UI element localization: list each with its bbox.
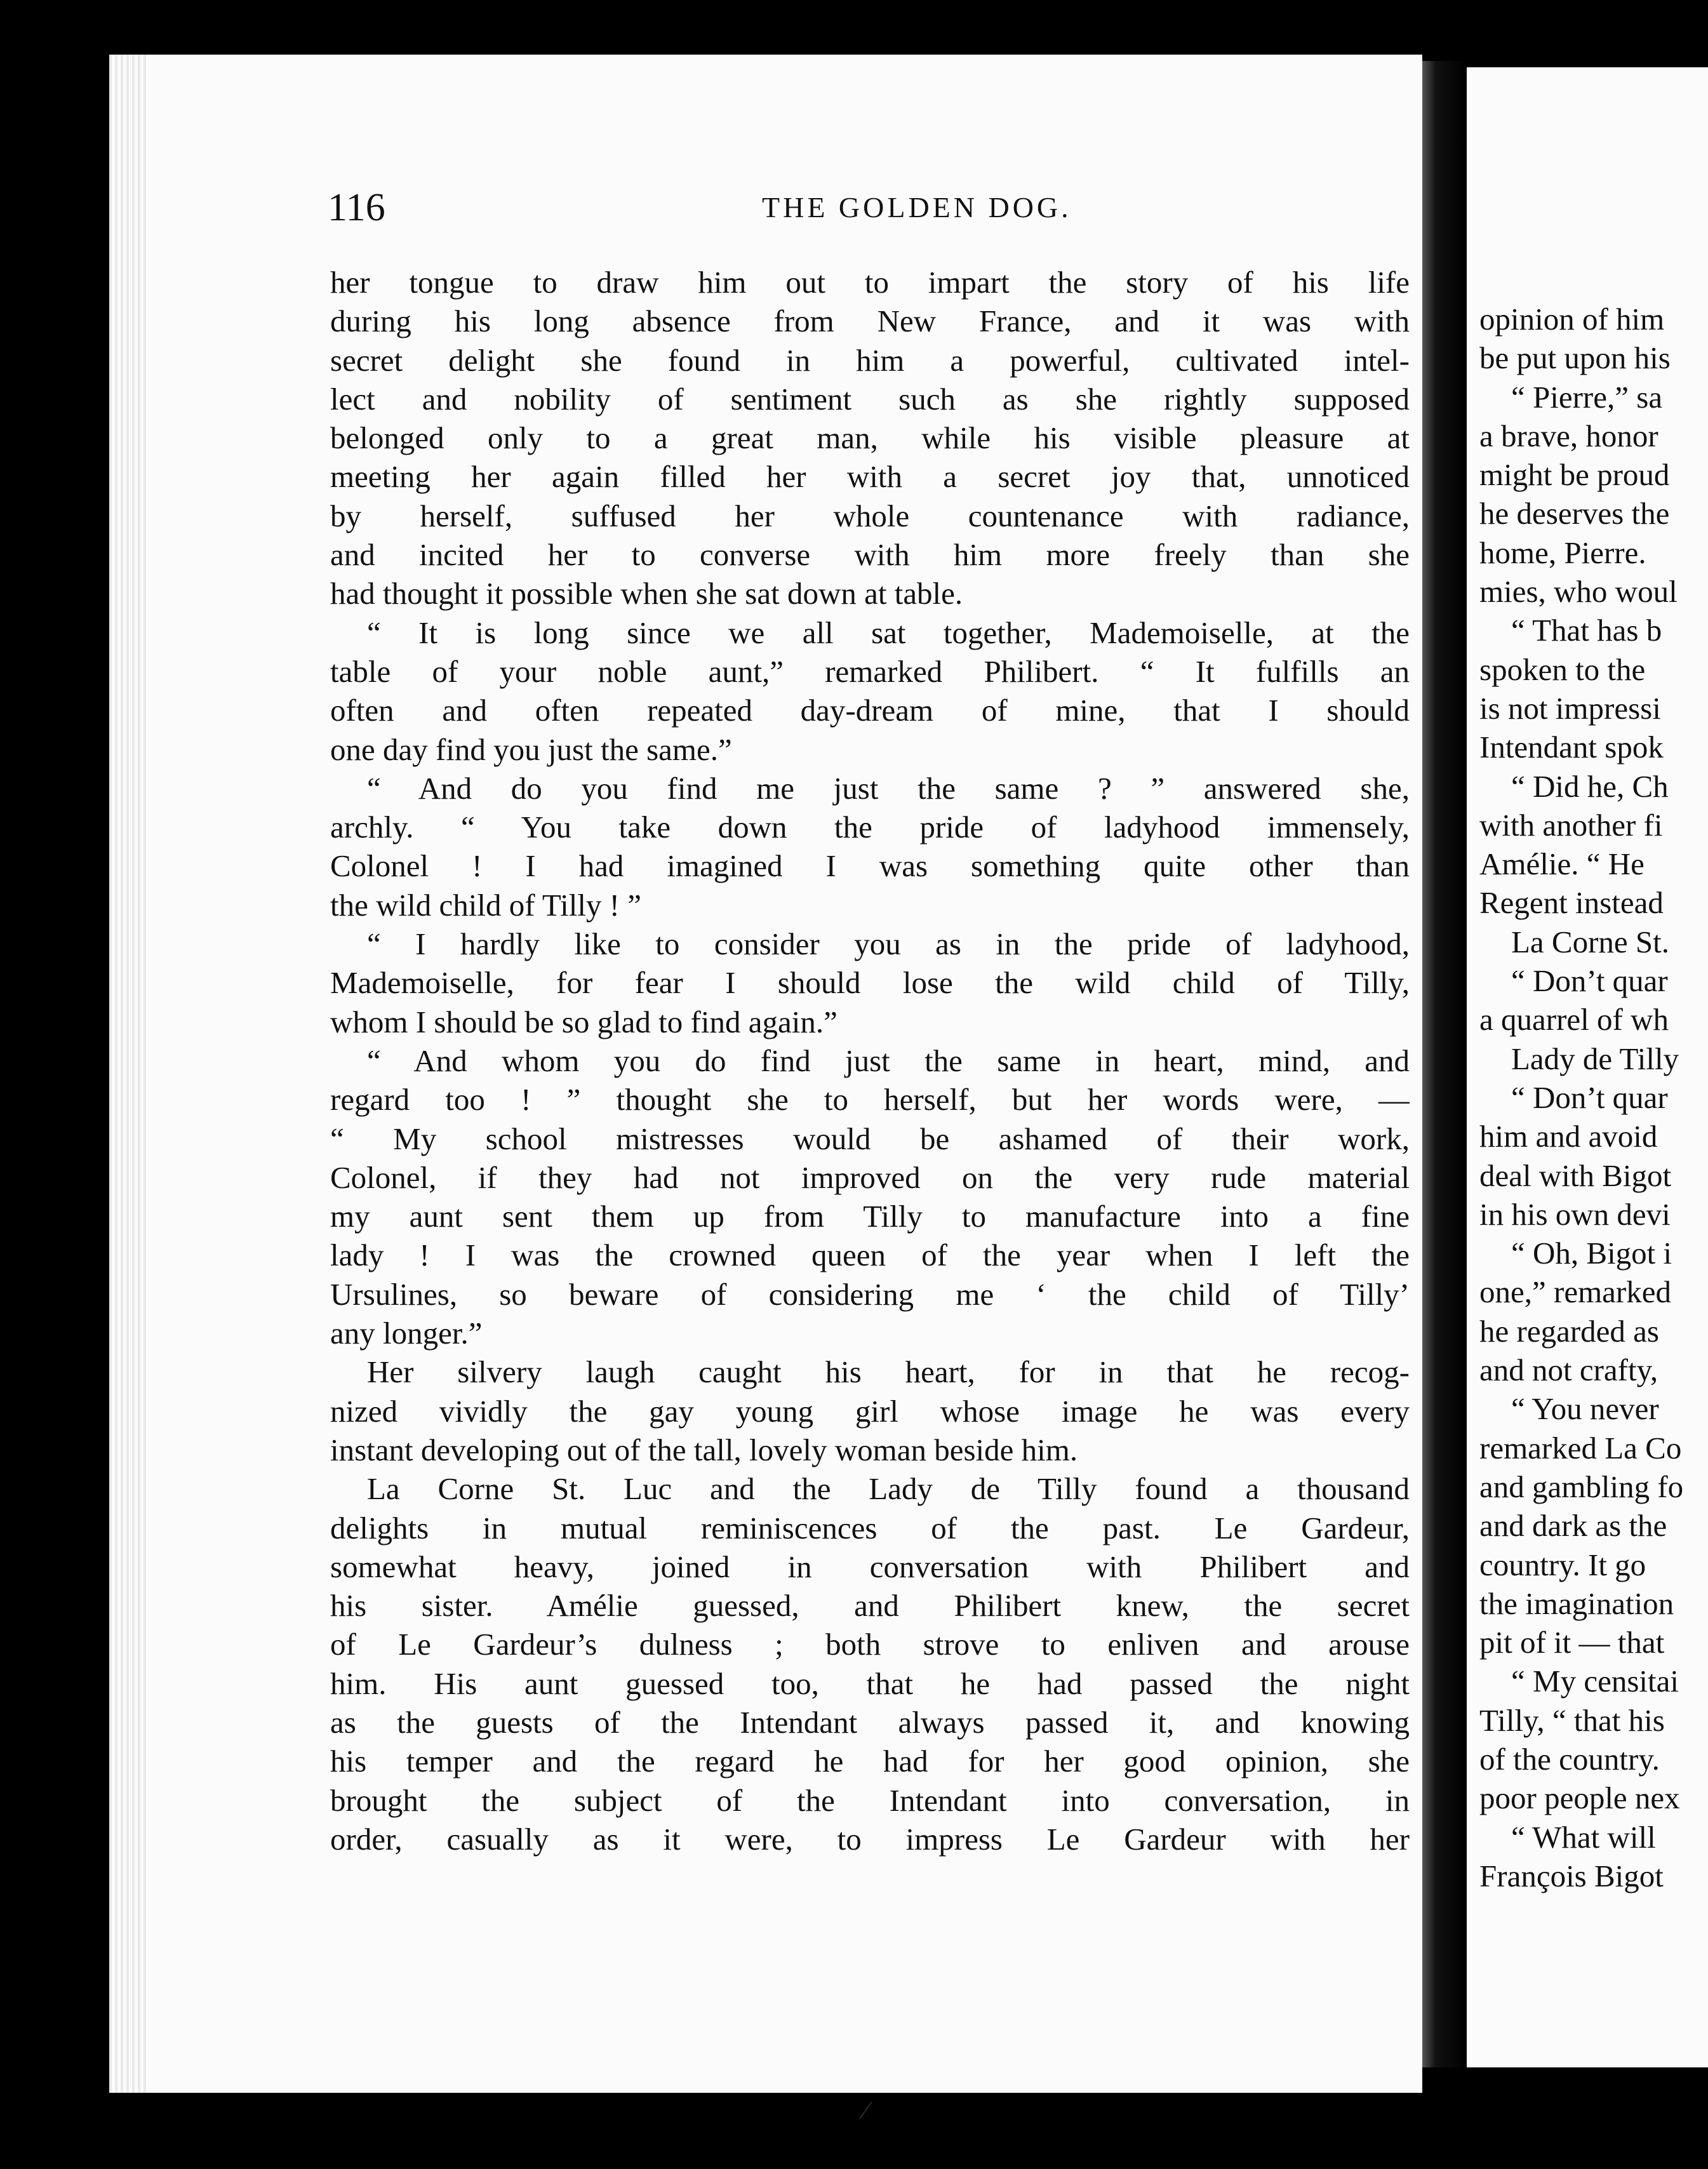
right-line: and not crafty, <box>1479 1352 1658 1388</box>
text-line: brought the subject of the Intendant into conversation, in <box>330 1782 1410 1818</box>
right-line: and dark as the <box>1479 1508 1667 1544</box>
text-line: Her silvery laugh caught his heart, for in that he recog- <box>367 1354 1410 1390</box>
text-line: of Le Gardeur’s dulness ; both strove to enliven and arouse <box>330 1627 1410 1662</box>
text-line: lady ! I was the crowned queen of the year when I left the <box>330 1238 1410 1273</box>
page-edge-lines <box>109 55 147 2093</box>
right-line: “ Oh, Bigot i <box>1511 1236 1672 1271</box>
right-line: remarked La Co <box>1479 1430 1682 1465</box>
text-line: delights in mutual reminiscences of the past. Le Gardeur, <box>330 1510 1410 1545</box>
text-line: “ And do you find me just the same ? ” answered she, <box>367 770 1410 806</box>
right-line: him and avoid <box>1479 1119 1658 1154</box>
stray-mark: ⁄ <box>864 2096 868 2125</box>
right-line: Lady de Tilly <box>1511 1041 1679 1076</box>
right-line: country. It go <box>1479 1547 1646 1582</box>
right-line: a brave, honor <box>1479 418 1658 453</box>
right-line: he deserves the <box>1479 496 1670 531</box>
right-line: Regent instead <box>1479 885 1664 921</box>
running-title: THE GOLDEN DOG. <box>762 191 1072 224</box>
right-line: “ You never <box>1511 1391 1659 1427</box>
right-line: “ Did he, Ch <box>1511 768 1669 804</box>
right-line: “ Pierre,” sa <box>1511 379 1663 415</box>
right-line: poor people nex <box>1479 1780 1680 1816</box>
text-line: lect and nobility of sentiment such as she rightly supposed <box>330 381 1410 417</box>
right-line: is not impressi <box>1479 690 1661 726</box>
right-line: he regarded as <box>1479 1313 1659 1349</box>
text-line: nized vividly the gay young girl whose image he was every <box>330 1393 1410 1429</box>
text-line: “ My school mistresses would be ashamed of their work, <box>330 1121 1410 1156</box>
text-line: meeting her again filled her with a secret joy that, unnoticed <box>330 459 1410 495</box>
text-line: somewhat heavy, joined in conversation with Philibert and <box>330 1549 1410 1584</box>
right-line: opinion of him <box>1479 302 1665 337</box>
right-line: home, Pierre. <box>1479 535 1646 570</box>
text-line: belonged only to a great man, while his visible pleasure at <box>330 420 1410 456</box>
text-line: and incited her to converse with him more freely than she <box>330 537 1410 573</box>
right-line: “ My censitai <box>1511 1664 1679 1699</box>
right-line: “ Don’t quar <box>1511 963 1668 999</box>
right-line: “ That has b <box>1511 613 1662 648</box>
page-number: 116 <box>328 186 385 229</box>
right-line: La Corne St. <box>1511 924 1670 959</box>
text-line: the wild child of Tilly ! ” <box>330 887 641 923</box>
text-line: her tongue to draw him out to impart the story of his life <box>330 265 1410 300</box>
text-line: archly. “ You take down the pride of ladyhood immensely, <box>330 810 1410 845</box>
text-line: “ It is long since we all sat together, Mademoiselle, at the <box>367 615 1410 650</box>
text-line: one day find you just the same.” <box>330 731 732 767</box>
right-page-text <box>1479 300 1708 1895</box>
text-line: whom I should be so glad to find again.” <box>330 1004 837 1039</box>
right-line: one,” remarked <box>1479 1274 1671 1310</box>
text-line: any longer.” <box>330 1316 483 1351</box>
text-line: Ursulines, so beware of considering me ‘ the child of Tilly’ <box>330 1276 1410 1312</box>
text-line: his sister. Amélie guessed, and Philibert knew, the secret <box>330 1588 1410 1624</box>
right-line: be put upon his <box>1479 340 1671 376</box>
right-line: of the country. <box>1479 1741 1660 1777</box>
text-line: his temper and the regard he had for her good opinion, she <box>330 1744 1410 1779</box>
text-line: La Corne St. Luc and the Lady de Tilly found a thousand <box>367 1471 1410 1507</box>
right-line: Amélie. “ He <box>1479 846 1645 882</box>
text-line: Colonel ! I had imagined I was something quite other than <box>330 848 1410 884</box>
text-line: secret delight she found in him a powerful, cultivated intel- <box>330 342 1410 378</box>
right-line: pit of it — that <box>1479 1625 1665 1660</box>
text-line: had thought it possible when she sat down at table. <box>330 576 963 611</box>
book-gutter <box>1422 61 1467 2067</box>
page-header <box>0 185 1708 236</box>
body-text <box>330 263 1410 1859</box>
text-line: instant developing out of the tall, lovely woman beside him. <box>330 1432 1078 1467</box>
right-line: might be proud <box>1479 457 1670 493</box>
right-line: “ Don’t quar <box>1511 1079 1668 1115</box>
text-line: regard too ! ” thought she to herself, but her words were, — <box>330 1082 1410 1118</box>
right-line: Intendant spok <box>1479 730 1664 765</box>
right-line: deal with Bigot <box>1479 1158 1672 1193</box>
text-line: Mademoiselle, for fear I should lose the wild child of Tilly, <box>330 965 1410 1001</box>
right-line: “ What will <box>1511 1819 1656 1855</box>
text-line: as the guests of the Intendant always passed it, and knowing <box>330 1704 1410 1740</box>
right-line: and gambling fo <box>1479 1469 1684 1504</box>
text-line: order, casually as it were, to impress Le Gardeur with her <box>330 1821 1410 1857</box>
text-line: “ And whom you do find just the same in heart, mind, and <box>367 1043 1410 1078</box>
right-line: François Bigot <box>1479 1858 1664 1893</box>
text-line: my aunt sent them up from Tilly to manufacture into a fine <box>330 1199 1410 1234</box>
right-page <box>1467 67 1708 2067</box>
text-line: table of your noble aunt,” remarked Philibert. “ It fulfills an <box>330 653 1410 689</box>
text-line: Colonel, if they had not improved on the very rude material <box>330 1159 1410 1195</box>
text-line: by herself, suffused her whole countenance with radiance, <box>330 498 1410 533</box>
right-line: Tilly, “ that his <box>1479 1702 1665 1738</box>
text-line: during his long absence from New France, and it was with <box>330 304 1410 339</box>
text-line: often and often repeated day-dream of mine, that I should <box>330 693 1410 728</box>
text-line: “ I hardly like to consider you as in the pride of ladyhood, <box>367 926 1410 962</box>
right-line: the imagination <box>1479 1585 1674 1621</box>
right-line: with another fi <box>1479 807 1663 843</box>
right-line: a quarrel of wh <box>1479 1002 1669 1038</box>
right-line: mies, who woul <box>1479 574 1678 610</box>
right-line: spoken to the <box>1479 651 1646 687</box>
right-line: in his own devi <box>1479 1196 1671 1232</box>
text-line: him. His aunt guessed too, that he had passed the night <box>330 1665 1410 1701</box>
